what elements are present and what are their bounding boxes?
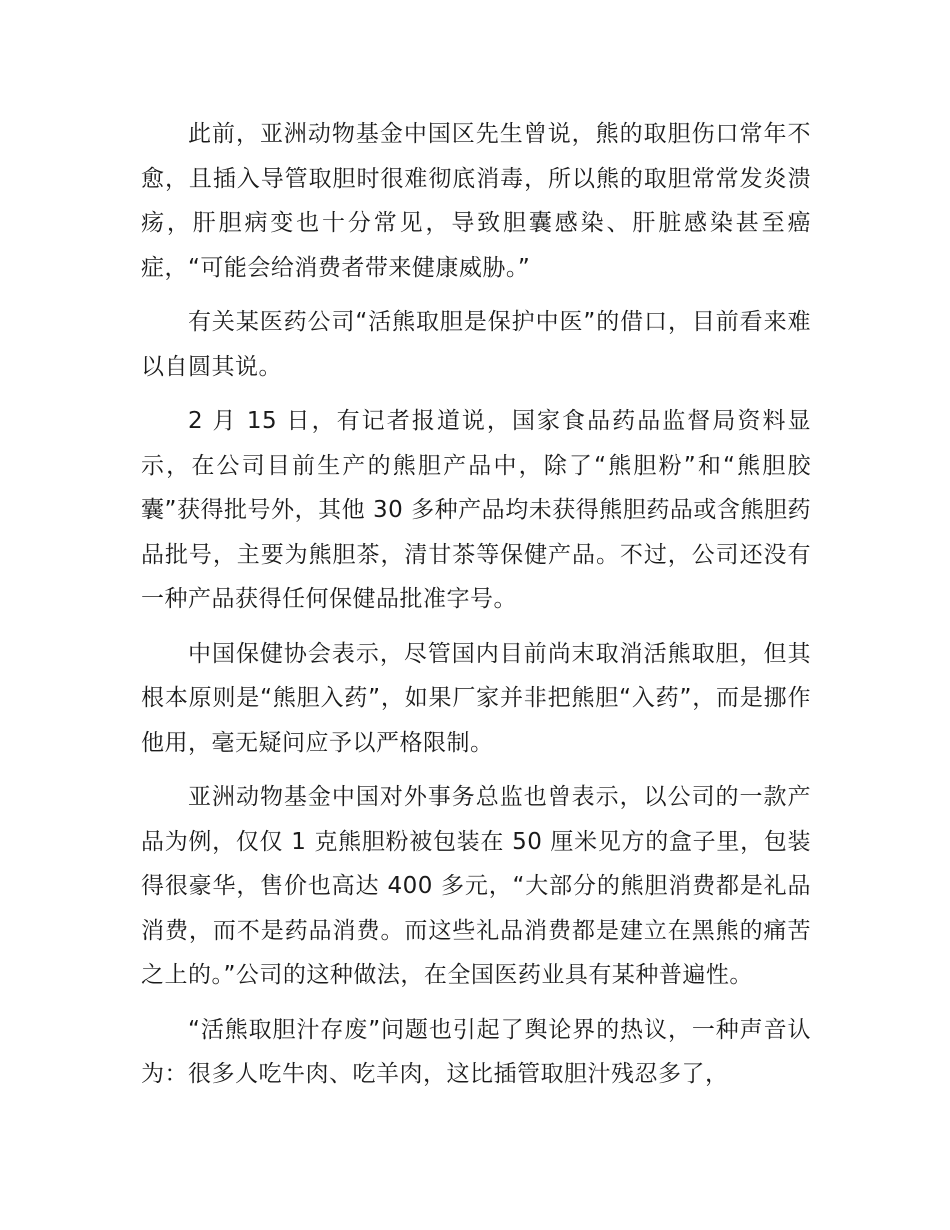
- paragraph-6: “活熊取胆汁存废”问题也引起了舆论界的热议，一种声音认为：很多人吃牛肉、吃羊肉，这比插管取胆汁残忍多了，: [141, 1016, 811, 1087]
- paragraph-4: 中国保健协会表示，尽管国内目前尚末取消活熊取胆，但其根本原则是“熊胆入药”，如果厂家并非把熊胆“入药”，而是挪作他用，毫无疑问应予以严格限制。: [141, 640, 811, 756]
- paragraph-1: 此前，亚洲动物基金中国区先生曾说，熊的取胆伤口常年不愈，且插入导管取胆时很难彻底消毒，所以熊的取胆常常发炎溃疡，肝胆病变也十分常见，导致胆囊感染、肝脏感染甚至癌症，“可能会给消费者带来健康威胁。”: [141, 121, 811, 281]
- paragraph-2: 有关某医药公司“活熊取胆是保护中医”的借口，目前看来难以自圆其说。: [141, 309, 811, 380]
- paragraph-5: 亚洲动物基金中国对外事务总监也曾表示，以公司的一款产品为例，仅仅 1 克熊胆粉被包装在 50 厘米见方的盒子里，包装得很豪华，售价也高达 400 多元，“大部分的熊胆消费都是礼品消费，而不是药品消费。而这些礼品消费都是建立在黑熊的痛苦之上的。”公司的这种做法，在全国医药业具有某种普遍性。: [141, 784, 811, 988]
- paragraph-3: 2 月 15 日，有记者报道说，国家食品药品监督局资料显示，在公司目前生产的熊胆产品中，除了“熊胆粉”和“熊胆胶囊”获得批号外，其他 30 多种产品均未获得熊胆药品或含熊胆药品批号，主要为熊胆茶，清甘茶等保健产品。不过，公司还没有一种产品获得任何保健品批准字号。: [141, 408, 811, 612]
- document-page: [141, 112, 811, 1107]
